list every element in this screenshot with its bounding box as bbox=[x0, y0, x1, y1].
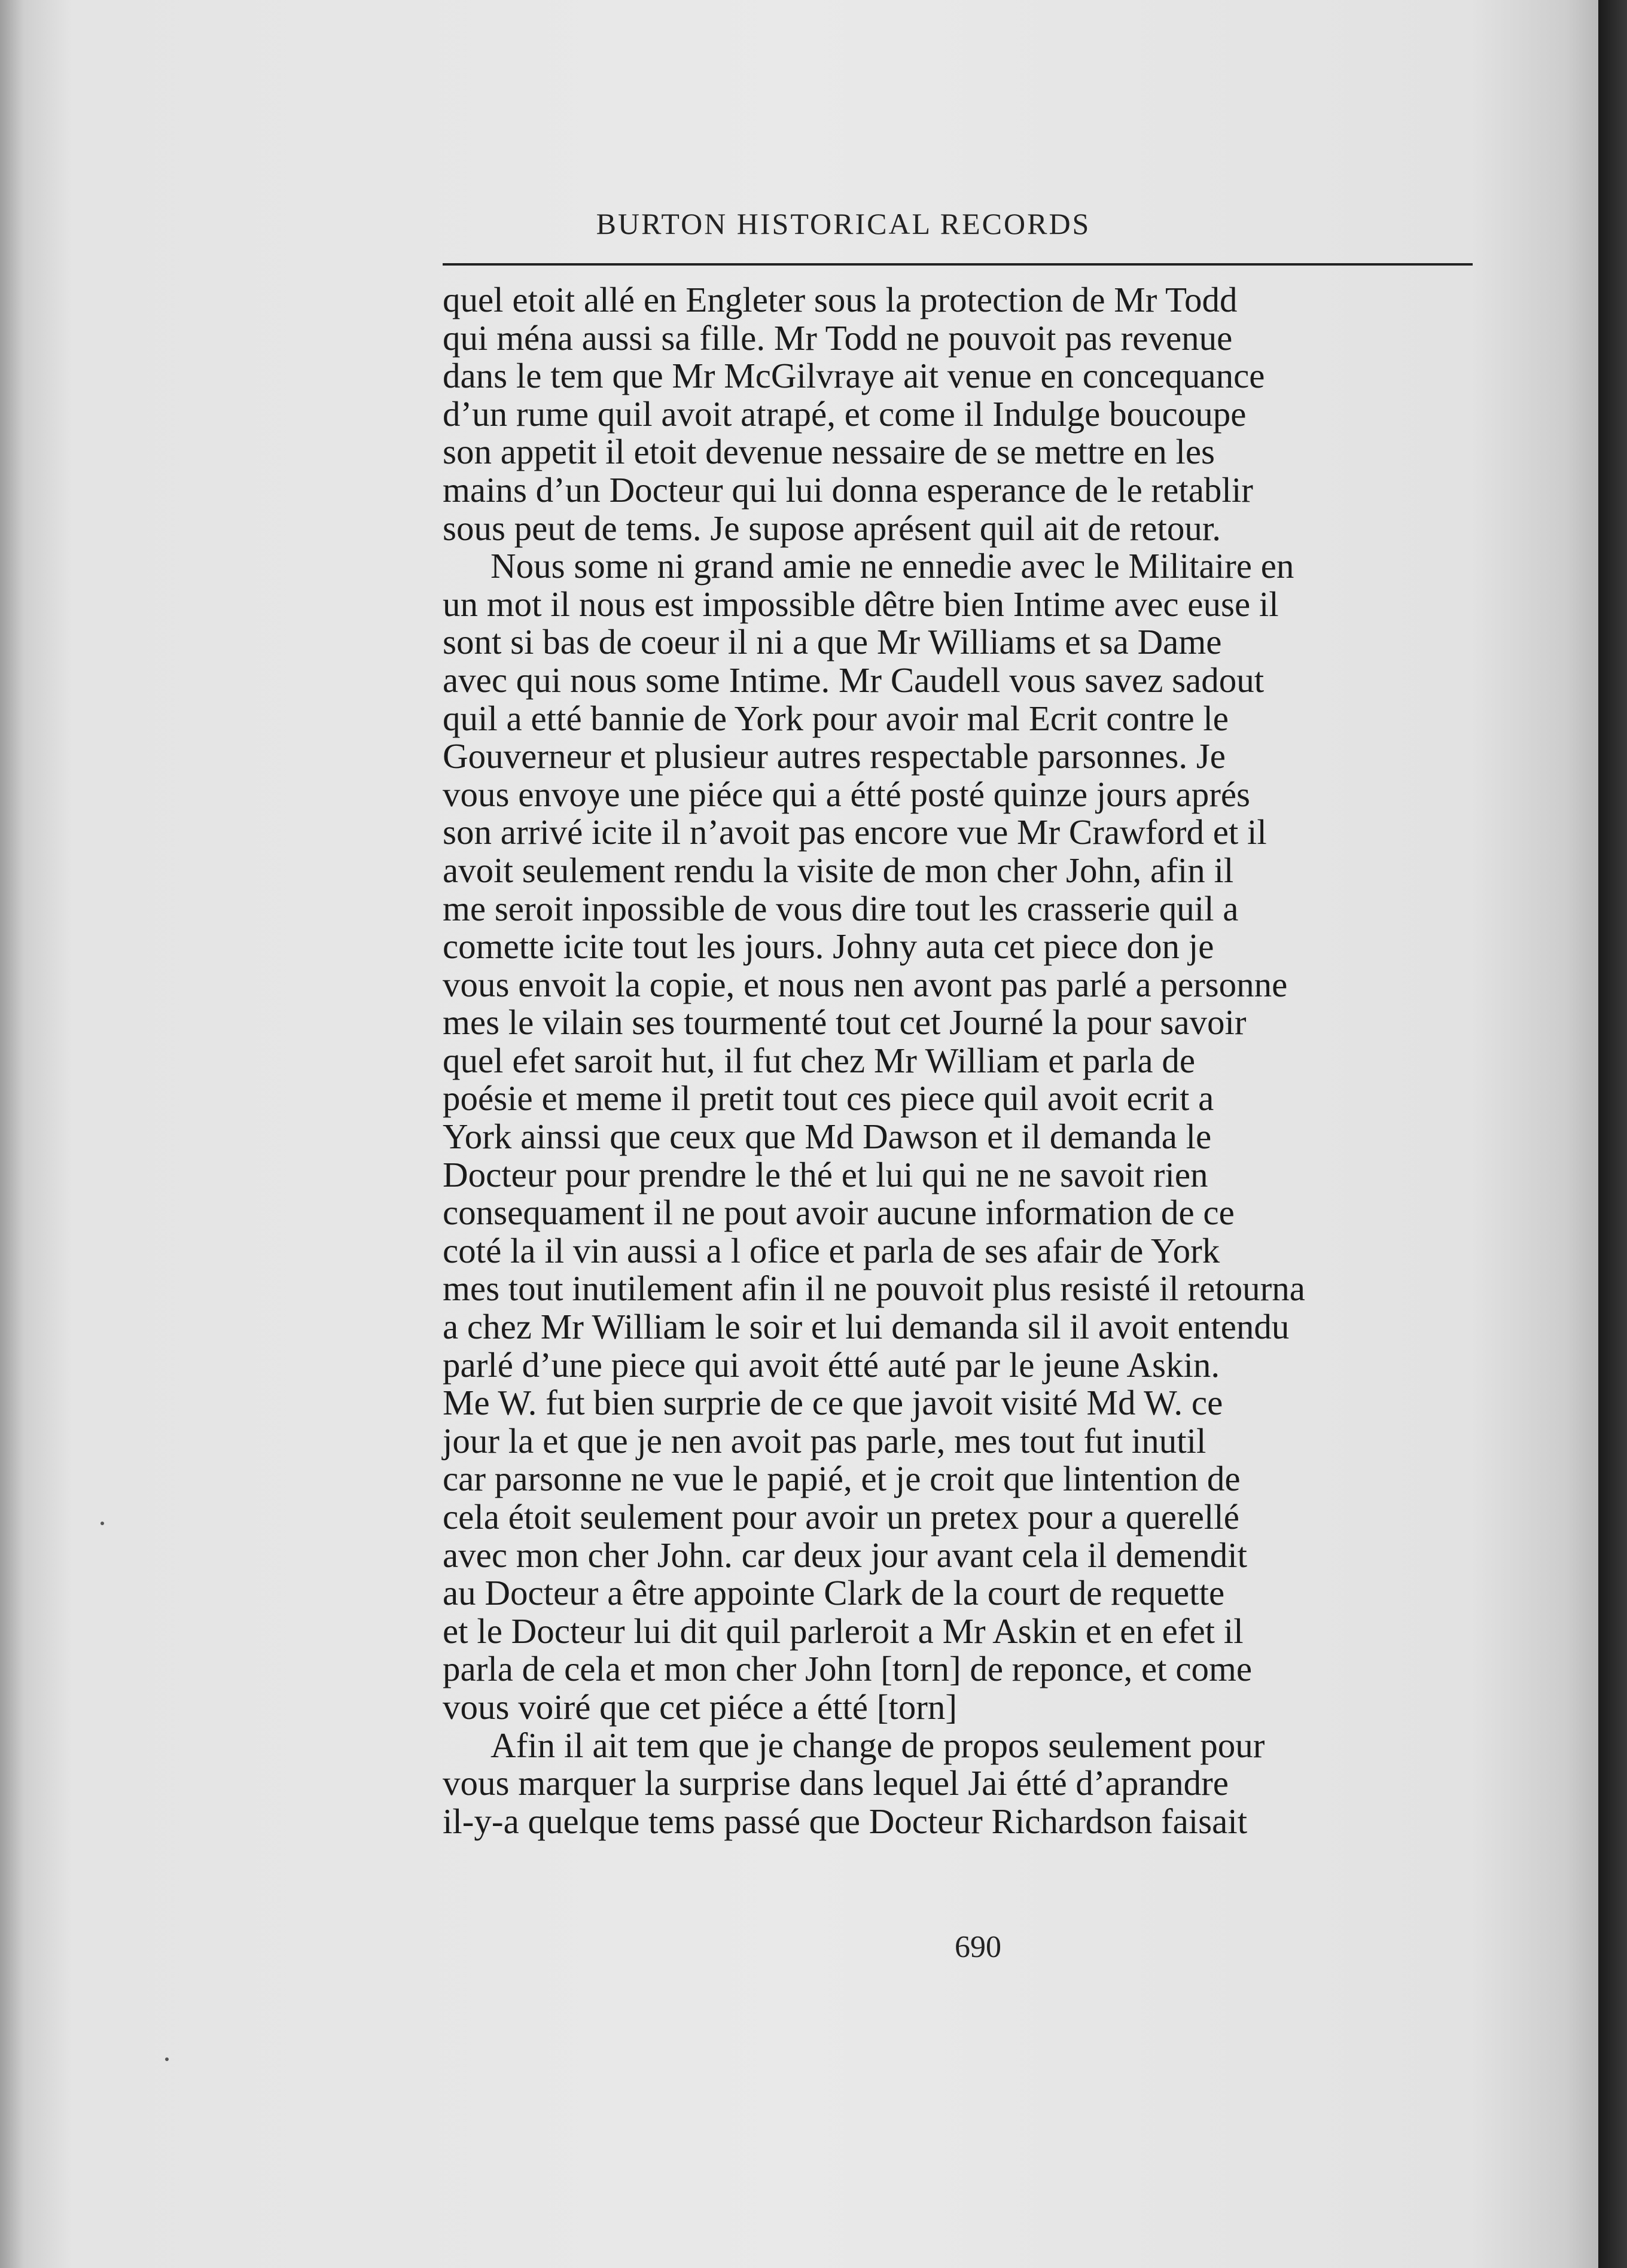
text-line: mes tout inutilement afin il ne pouvoit plus resisté il retourna bbox=[443, 1269, 1305, 1309]
text-line: poésie et meme il pretit tout ces piece quil avoit ecrit a bbox=[443, 1078, 1214, 1118]
header-rule bbox=[443, 263, 1473, 266]
scan-edge bbox=[1598, 0, 1627, 2268]
text-line: vous voiré que cet piéce a étté [torn] bbox=[443, 1687, 958, 1727]
text-line: il-y-a quelque tems passé que Docteur Richardson faisait bbox=[443, 1801, 1248, 1841]
text-line: mes le vilain ses tourmenté tout cet Journé la pour savoir bbox=[443, 1002, 1247, 1042]
running-head: BURTON HISTORICAL RECORDS bbox=[596, 207, 1091, 240]
text-line: a chez Mr William le soir et lui demanda sil il avoit entendu bbox=[443, 1307, 1290, 1347]
text-line: avoit seulement rendu la visite de mon cher John, afin il bbox=[443, 850, 1234, 890]
text-line: un mot il nous est impossible dêtre bien Intime avec euse il bbox=[443, 584, 1279, 624]
text-line: parla de cela et mon cher John [torn] de reponce, et come bbox=[443, 1649, 1253, 1689]
text-line: Gouverneur et plusieur autres respectable parsonnes. Je bbox=[443, 736, 1226, 776]
text-line: mains d’un Docteur qui lui donna esperance de le retablir bbox=[443, 470, 1253, 510]
text-line: d’un rume quil avoit atrapé, et come il Indulge boucoupe bbox=[443, 394, 1247, 434]
paper-speck bbox=[100, 1522, 104, 1525]
text-line: sont si bas de coeur il ni a que Mr Williams et sa Dame bbox=[443, 622, 1222, 662]
text-line: jour la et que je nen avoit pas parle, mes tout fut inutil bbox=[443, 1420, 1206, 1461]
paragraph-start-line: Afin il ait tem que je change de propos seulement pour bbox=[490, 1725, 1265, 1765]
text-line: Docteur pour prendre le thé et lui qui ne ne savoit rien bbox=[443, 1154, 1208, 1194]
text-line: Me W. fut bien surprie de ce que javoit visité Md W. ce bbox=[443, 1383, 1223, 1423]
paper-speck bbox=[165, 2057, 169, 2061]
text-line: comette icite tout les jours. Johny auta cet piece don je bbox=[443, 926, 1214, 967]
text-line: vous envoye une piéce qui a étté posté quinze jours aprés bbox=[443, 774, 1250, 814]
text-line: vous envoit la copie, et nous nen avont pas parlé a personne bbox=[443, 964, 1288, 1004]
text-line: coté la il vin aussi a l ofice et parla de ses afair de York bbox=[443, 1230, 1220, 1270]
text-line: parlé d’une piece qui avoit étté auté par le jeune Askin. bbox=[443, 1345, 1220, 1385]
text-line: consequament il ne pout avoir aucune information de ce bbox=[443, 1193, 1235, 1233]
text-line: et le Docteur lui dit quil parleroit a Mr Askin et en efet il bbox=[443, 1611, 1244, 1651]
paragraph-start-line: Nous some ni grand amie ne ennedie avec le Militaire en bbox=[490, 546, 1294, 586]
text-line: sous peut de tems. Je supose aprésent quil ait de retour. bbox=[443, 508, 1221, 548]
text-line: car parsonne ne vue le papié, et je croit que lintention de bbox=[443, 1459, 1241, 1499]
text-line: quel etoit allé en Engleter sous la protection de Mr Todd bbox=[443, 280, 1238, 319]
text-line: vous marquer la surprise dans lequel Jai étté d’aprandre bbox=[443, 1763, 1229, 1803]
text-line: avec mon cher John. car deux jour avant cela il demendit bbox=[443, 1535, 1247, 1575]
body-text bbox=[443, 281, 1513, 1840]
text-line: York ainssi que ceux que Md Dawson et il demanda le bbox=[443, 1117, 1212, 1157]
text-line: au Docteur a être appointe Clark de la court de requette bbox=[443, 1573, 1225, 1613]
text-line: qui ména aussi sa fille. Mr Todd ne pouvoit pas revenue bbox=[443, 318, 1233, 358]
text-line: cela étoit seulement pour avoir un pretex pour a querellé bbox=[443, 1497, 1239, 1537]
text-line: dans le tem que Mr McGilvraye ait venue en concequance bbox=[443, 356, 1265, 396]
text-line: me seroit inpossible de vous dire tout les crasserie quil a bbox=[443, 888, 1239, 928]
text-line: son arrivé icite il n’avoit pas encore vue Mr Crawford et il bbox=[443, 812, 1267, 852]
text-line: son appetit il etoit devenue nessaire de se mettre en les bbox=[443, 432, 1215, 472]
text-line: quil a etté bannie de York pour avoir mal Ecrit contre le bbox=[443, 698, 1229, 738]
text-line: quel efet saroit hut, il fut chez Mr William et parla de bbox=[443, 1040, 1196, 1080]
text-line: avec qui nous some Intime. Mr Caudell vous savez sadout bbox=[443, 660, 1265, 700]
page-number: 690 bbox=[955, 1930, 1001, 1964]
